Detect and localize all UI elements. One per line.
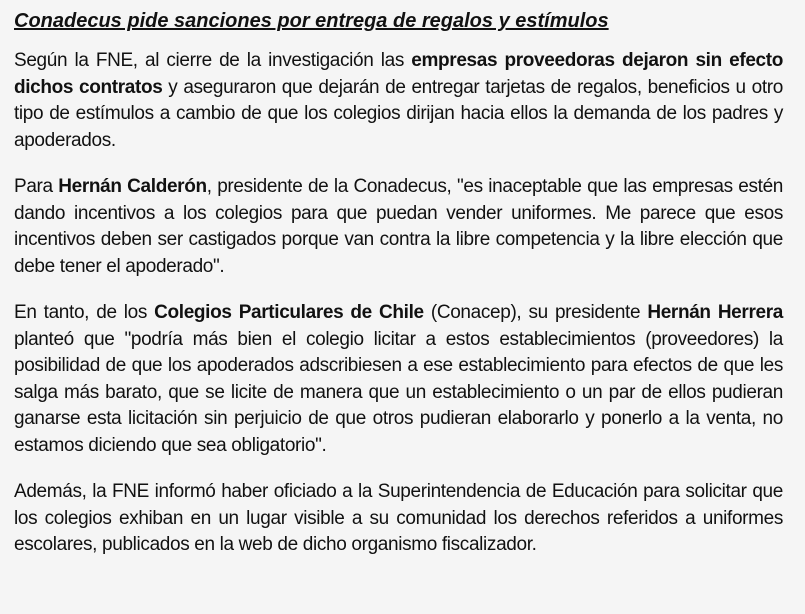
paragraph-superintendencia [14, 479, 783, 559]
bold-organization: Colegios Particulares de Chile [154, 302, 424, 323]
paragraph-text: En tanto, de los [14, 302, 155, 323]
bold-name: Hernán Calderón [58, 176, 207, 197]
paragraph-text: planteó que "podría más bien el colegio licitar a estos establecimientos (proveedores) la posibilidad de que los apoderados adscribiesen a ese establecimiento para efectos de que les salga más barato, que se licite de manera que un establecimiento o un par de ellos pudieran ganarse esta licitación sin perjuicio de que otros pudieran elaborarlo y ponerlo a la venta, no estamos diciendo que sea obligatorio". [14, 328, 783, 456]
paragraph-text: Para [14, 176, 59, 197]
paragraph-text: (Conacep), su presidente [423, 302, 648, 323]
paragraph-fne-investigation [14, 48, 783, 154]
paragraph-text: Además, la FNE informó haber oficiado a la Superintendencia de Educación para solicitar que los colegios exhiban en un lugar visible a su comunidad los derechos referidos a uniformes escolares, publicados en la web de dicho organismo fiscalizador. [14, 481, 783, 555]
paragraph-conacep-quote [14, 300, 783, 459]
paragraph-text: y aseguraron que dejarán de entregar tarjetas de regalos, beneficios u otro tipo de estímulos a cambio de que los colegios dirijan hacia ellos la demanda de los padres y apoderados. [14, 76, 783, 151]
paragraph-text: , presidente de la Conadecus, "es inaceptable que las empresas estén dando incentivos a los colegios para que puedan vender uniformes. Me parece que esos incentivos deben ser castigados porque van contra la libre competencia y la libre elección que debe tener el apoderado". [14, 176, 783, 277]
paragraph-text: Según la FNE, al cierre de la investigación las [14, 50, 412, 71]
paragraph-calderon-quote [14, 174, 783, 280]
article-subheading: Conadecus pide sanciones por entrega de regalos y estímulos [14, 10, 609, 32]
bold-name: Hernán Herrera [647, 302, 783, 323]
bold-phrase: empresas proveedoras dejaron sin efecto dichos contratos [14, 50, 783, 98]
article-body [14, 7, 783, 559]
